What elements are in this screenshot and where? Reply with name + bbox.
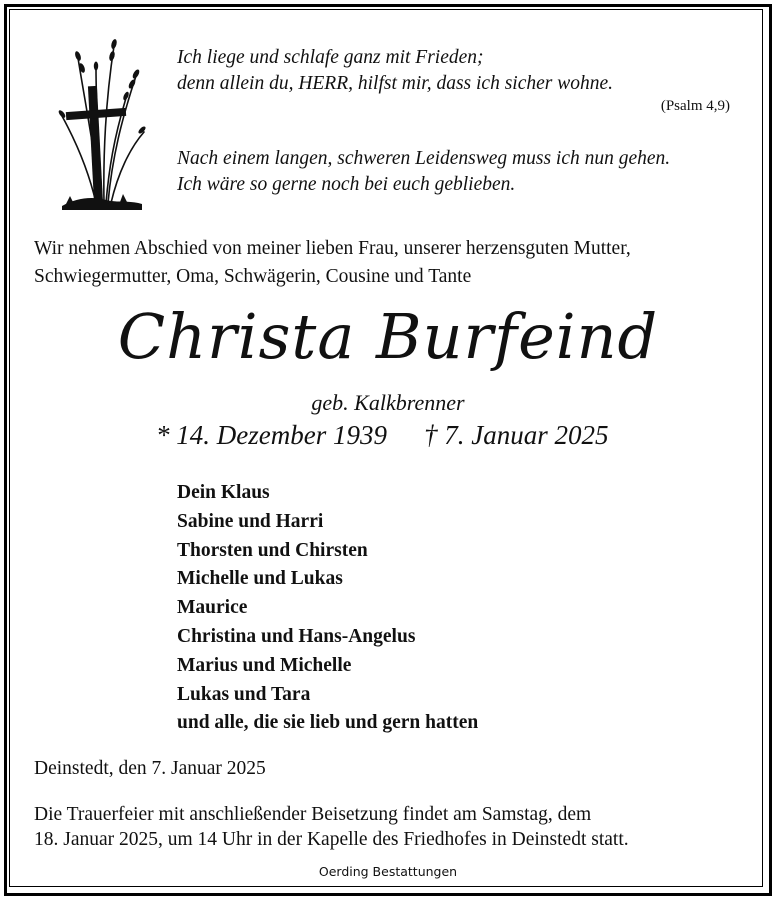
- mourner: Sabine und Harri: [177, 510, 324, 532]
- psalm-verse: [177, 45, 613, 97]
- funeral-notice: [34, 802, 629, 852]
- psalm-source: (Psalm 4,9): [660, 98, 730, 114]
- farewell-verse-line: Ich wäre so gerne noch bei euch geblieben.: [177, 174, 516, 195]
- death-date: † 7. Januar 2025: [424, 420, 609, 450]
- mourner: Dein Klaus: [177, 482, 270, 503]
- maiden-name: geb. Kalkbrenner: [311, 390, 465, 415]
- intro-text: [34, 235, 631, 291]
- place-and-date: Deinstedt, den 7. Januar 2025: [34, 758, 266, 779]
- undertaker-name: Oerding Bestattungen: [318, 864, 458, 879]
- mourner: Christina und Hans-Angelus: [177, 625, 416, 647]
- mourner: und alle, die sie lieb und gern hatten: [177, 712, 479, 734]
- intro-line: Wir nehmen Abschied von meiner lieben Frau, unserer herzensguten Mutter,: [34, 238, 631, 259]
- cross-with-grass-icon: [56, 28, 146, 218]
- mourner: Lukas und Tara: [177, 683, 311, 705]
- funeral-notice-line: Die Trauerfeier mit anschließender Beisetzung findet am Samstag, dem: [34, 804, 592, 825]
- mourner: Thorsten und Chirsten: [177, 539, 368, 561]
- farewell-verse: [177, 146, 670, 198]
- birth-date: * 14. Dezember 1939: [156, 420, 387, 450]
- funeral-notice-line: 18. Januar 2025, um 14 Uhr in der Kapelle des Friedhofes in Deinstedt statt.: [34, 829, 629, 850]
- mourner: Maurice: [177, 597, 248, 619]
- mourner: Marius und Michelle: [177, 654, 352, 676]
- psalm-verse-line: denn allein du, HERR, hilfst mir, dass ich sicher wohne.: [177, 73, 614, 94]
- intro-line: Schwiegermutter, Oma, Schwägerin, Cousine und Tante: [34, 266, 472, 287]
- deceased-name: Christa Burfeind: [117, 300, 659, 373]
- mourners-list: [177, 479, 478, 738]
- farewell-verse-line: Nach einem langen, schweren Leidensweg muss ich nun gehen.: [177, 148, 671, 169]
- mourner: Michelle und Lukas: [177, 568, 343, 590]
- psalm-verse-line: Ich liege und schlafe ganz mit Frieden;: [177, 47, 484, 68]
